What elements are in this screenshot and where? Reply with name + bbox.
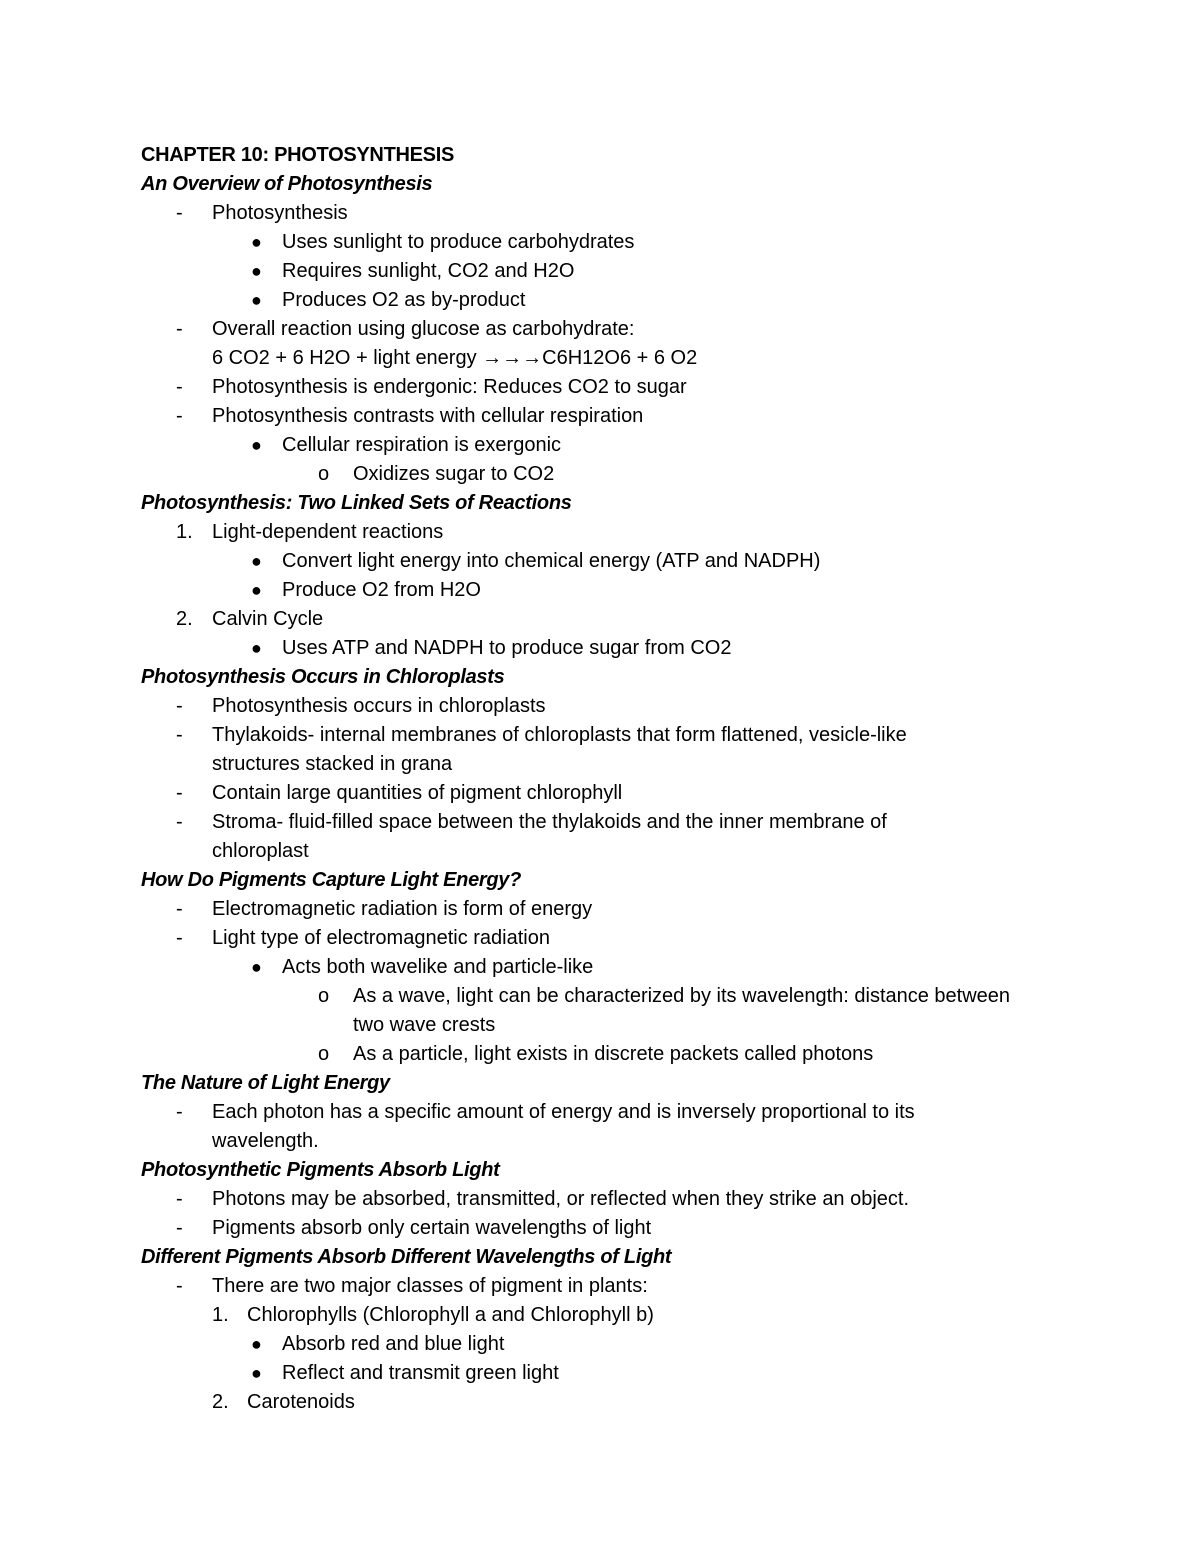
list-item-continuation: structures stacked in grana bbox=[212, 753, 453, 775]
list-item-text: Chlorophylls (Chlorophyll a and Chlorophyll b) bbox=[247, 1304, 654, 1326]
bullet-icon: ● bbox=[251, 580, 262, 600]
list-item bbox=[141, 257, 1101, 286]
section-heading: An Overview of Photosynthesis bbox=[141, 173, 433, 195]
list-item bbox=[141, 402, 1101, 431]
list-item-text: Photosynthesis is endergonic: Reduces CO2 to sugar bbox=[212, 376, 687, 398]
list-item bbox=[141, 286, 1101, 315]
list-item-text: Light-dependent reactions bbox=[212, 521, 444, 543]
list-item bbox=[141, 1359, 1101, 1388]
list-item bbox=[141, 1301, 1101, 1330]
list-item-text: Requires sunlight, CO2 and H2O bbox=[282, 260, 575, 282]
chapter-title: CHAPTER 10: PHOTOSYNTHESIS bbox=[141, 144, 455, 166]
bullet-icon: ● bbox=[251, 290, 262, 310]
list-item-continuation: wavelength. bbox=[212, 1130, 319, 1152]
list-item-text: Produces O2 as by-product bbox=[282, 289, 526, 311]
bullet-icon: ● bbox=[251, 1334, 262, 1354]
list-item-text: Acts both wavelike and particle-like bbox=[282, 956, 594, 978]
bullet-icon: ● bbox=[251, 551, 262, 571]
dash-marker: - bbox=[176, 898, 183, 920]
dash-marker: - bbox=[176, 811, 183, 833]
list-item-text: Thylakoids- internal membranes of chloroplasts that form flattened, vesicle-like bbox=[212, 724, 907, 746]
list-item-text: As a particle, light exists in discrete packets called photons bbox=[353, 1043, 874, 1065]
dash-marker: - bbox=[176, 376, 183, 398]
circle-bullet-icon: o bbox=[318, 985, 330, 1007]
list-item-text: Carotenoids bbox=[247, 1391, 355, 1413]
section-heading: The Nature of Light Energy bbox=[141, 1072, 390, 1094]
list-item bbox=[141, 1185, 1101, 1214]
list-item bbox=[141, 199, 1101, 228]
list-item-text: Photosynthesis bbox=[212, 202, 348, 224]
list-item-text: Pigments absorb only certain wavelengths of light bbox=[212, 1217, 652, 1239]
list-item bbox=[141, 228, 1101, 257]
list-item-continuation: chloroplast bbox=[212, 840, 309, 862]
list-item bbox=[141, 1388, 1101, 1417]
dash-marker: - bbox=[176, 1275, 183, 1297]
list-item bbox=[141, 315, 1101, 344]
list-item-text: There are two major classes of pigment in plants: bbox=[212, 1275, 648, 1297]
circle-bullet-icon: o bbox=[318, 463, 330, 485]
section-heading: How Do Pigments Capture Light Energy? bbox=[141, 869, 522, 891]
list-number: 2. bbox=[176, 608, 193, 630]
list-item-text: Electromagnetic radiation is form of energy bbox=[212, 898, 593, 920]
list-item bbox=[141, 1098, 1101, 1127]
dash-marker: - bbox=[176, 782, 183, 804]
list-item-text: As a wave, light can be characterized by its wavelength: distance between bbox=[353, 985, 1011, 1007]
section-heading: Different Pigments Absorb Different Wavelengths of Light bbox=[141, 1246, 672, 1268]
list-item-text: Photons may be absorbed, transmitted, or reflected when they strike an object. bbox=[212, 1188, 910, 1210]
bullet-icon: ● bbox=[251, 638, 262, 658]
list-item bbox=[141, 373, 1101, 402]
dash-marker: - bbox=[176, 405, 183, 427]
list-number: 2. bbox=[212, 1391, 229, 1413]
bullet-icon: ● bbox=[251, 435, 262, 455]
list-item-text: Each photon has a specific amount of energy and is inversely proportional to its bbox=[212, 1101, 915, 1123]
list-item bbox=[141, 895, 1101, 924]
list-item bbox=[141, 547, 1101, 576]
dash-marker: - bbox=[176, 1101, 183, 1123]
list-number: 1. bbox=[176, 521, 193, 543]
section-heading: Photosynthesis Occurs in Chloroplasts bbox=[141, 666, 505, 688]
bullet-icon: ● bbox=[251, 957, 262, 977]
list-item bbox=[141, 1272, 1101, 1301]
dash-marker: - bbox=[176, 695, 183, 717]
list-item-text: Stroma- fluid-filled space between the thylakoids and the inner membrane of bbox=[212, 811, 887, 833]
list-item-text: Photosynthesis occurs in chloroplasts bbox=[212, 695, 546, 717]
list-item bbox=[141, 1040, 1101, 1069]
dash-marker: - bbox=[176, 1188, 183, 1210]
dash-marker: - bbox=[176, 202, 183, 224]
list-item-text: Cellular respiration is exergonic bbox=[282, 434, 562, 456]
list-item-text: Reflect and transmit green light bbox=[282, 1362, 559, 1384]
list-item bbox=[141, 431, 1101, 460]
list-item-continuation: two wave crests bbox=[353, 1014, 496, 1036]
list-item bbox=[141, 721, 1101, 750]
bullet-icon: ● bbox=[251, 261, 262, 281]
list-item-text: Overall reaction using glucose as carbohydrate: bbox=[212, 318, 635, 340]
dash-marker: - bbox=[176, 927, 183, 949]
list-item bbox=[141, 779, 1101, 808]
list-item bbox=[141, 605, 1101, 634]
document-page bbox=[141, 141, 1101, 1417]
list-item-text: Absorb red and blue light bbox=[282, 1333, 505, 1355]
bullet-icon: ● bbox=[251, 1363, 262, 1383]
list-item bbox=[141, 808, 1101, 837]
list-item-text: Photosynthesis contrasts with cellular respiration bbox=[212, 405, 644, 427]
list-item-text: Oxidizes sugar to CO2 bbox=[353, 463, 555, 485]
section-heading: Photosynthetic Pigments Absorb Light bbox=[141, 1159, 500, 1181]
list-number: 1. bbox=[212, 1304, 229, 1326]
list-item bbox=[141, 692, 1101, 721]
list-item bbox=[141, 953, 1101, 982]
bullet-icon: ● bbox=[251, 232, 262, 252]
list-item-text: Contain large quantities of pigment chlorophyll bbox=[212, 782, 623, 804]
list-item-text: Light type of electromagnetic radiation bbox=[212, 927, 550, 949]
dash-marker: - bbox=[176, 1217, 183, 1239]
list-item bbox=[141, 1214, 1101, 1243]
list-item bbox=[141, 518, 1101, 547]
list-item bbox=[141, 634, 1101, 663]
section-heading: Photosynthesis: Two Linked Sets of Reactions bbox=[141, 492, 572, 514]
list-item bbox=[141, 982, 1101, 1011]
list-item bbox=[141, 460, 1101, 489]
list-item bbox=[141, 1330, 1101, 1359]
list-item bbox=[141, 924, 1101, 953]
list-item-text: Uses sunlight to produce carbohydrates bbox=[282, 231, 635, 253]
list-item-text: Produce O2 from H2O bbox=[282, 579, 481, 601]
list-item-text: Calvin Cycle bbox=[212, 608, 324, 630]
list-item-text: Uses ATP and NADPH to produce sugar from CO2 bbox=[282, 637, 732, 659]
dash-marker: - bbox=[176, 724, 183, 746]
equation-line: 6 CO2 + 6 H2O + light energy →→→C6H12O6 + 6 O2 bbox=[212, 347, 698, 369]
dash-marker: - bbox=[176, 318, 183, 340]
list-item-text: Convert light energy into chemical energy (ATP and NADPH) bbox=[282, 550, 821, 572]
list-item bbox=[141, 576, 1101, 605]
circle-bullet-icon: o bbox=[318, 1043, 330, 1065]
